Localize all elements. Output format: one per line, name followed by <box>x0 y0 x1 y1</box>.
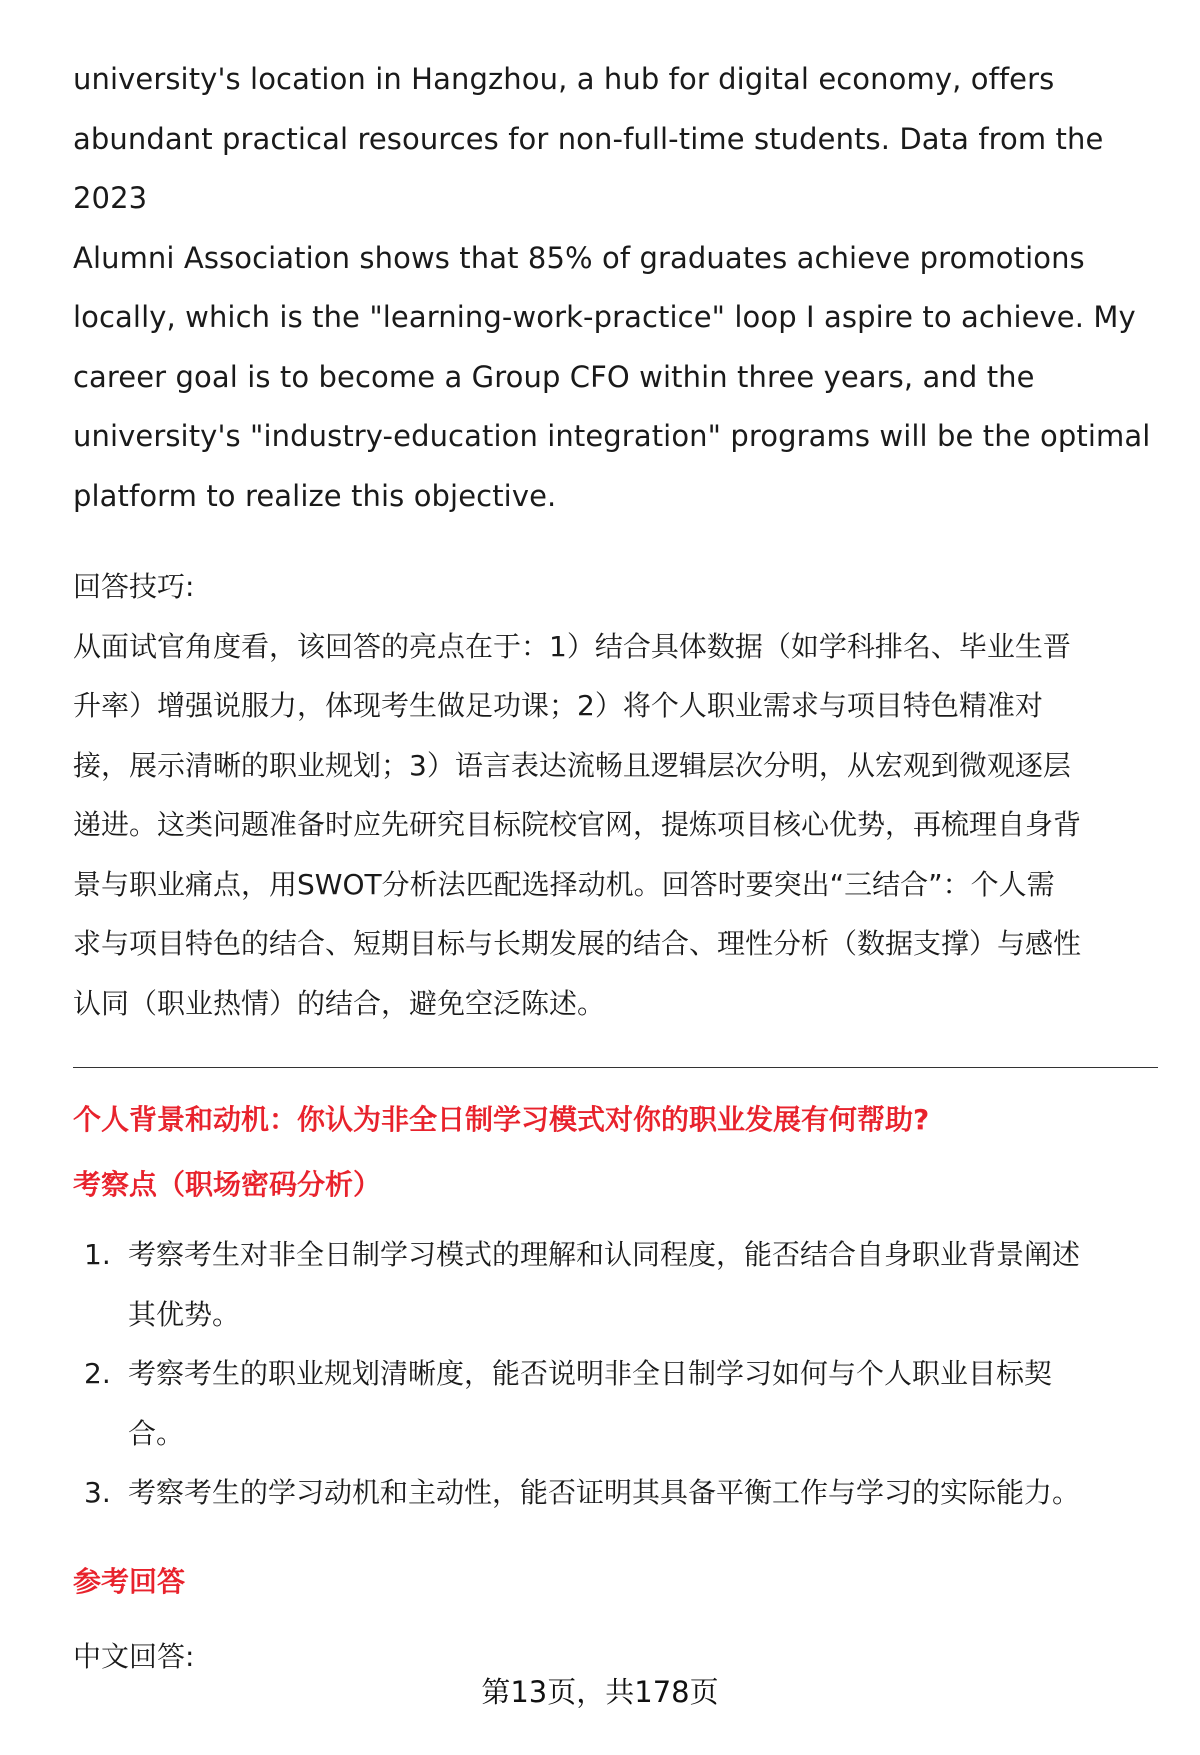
tips-label: 回答技巧: <box>73 570 195 603</box>
tips-line: 认同（职业热情）的结合，避免空泛陈述。 <box>73 986 606 1020</box>
list-item <box>73 1225 1158 1344</box>
tips-paragraph <box>73 617 1158 1034</box>
tips-line: 接，展示清晰的职业规划；3）语言表达流畅且逻辑层次分明，从宏观到微观逐层 <box>73 748 1071 782</box>
tips-line: 升率）增强说服力，体现考生做足功课；2）将个人职业需求与项目特色精准对 <box>73 689 1043 722</box>
assessment-heading: 考察点（职场密码分析） <box>73 1168 382 1201</box>
tips-line: 从面试官角度看，该回答的亮点在于：1）结合具体数据（如学科排名、毕业生晋 <box>73 629 1071 663</box>
list-item-number: 1. <box>84 1238 111 1271</box>
list-item-line: 考察考生的学习动机和主动性，能否证明其具备平衡工作与学习的实际能力。 <box>128 1476 1081 1509</box>
tips-line: 景与职业痛点，用SWOT分析法匹配选择动机。回答时要突出“三结合”：个人需 <box>73 867 1055 901</box>
list-item-line: 考察考生的职业规划清晰度，能否说明非全日制学习如何与个人职业目标契 <box>128 1357 1053 1390</box>
tips-line: 递进。这类问题准备时应先研究目标院校官网，提炼项目核心优势，再梳理自身背 <box>73 808 1082 841</box>
list-item-number: 3. <box>84 1476 111 1509</box>
question-title: 个人背景和动机：你认为非全日制学习模式对你的职业发展有何帮助? <box>73 1103 930 1136</box>
assessment-points-list <box>73 1225 1158 1523</box>
section-divider <box>73 1067 1158 1068</box>
intro-line: abundant practical resources for non-full-time students. Data from the 2023 <box>73 121 1104 215</box>
intro-line: platform to realize this objective. <box>73 478 557 513</box>
list-item-line: 合。 <box>128 1416 185 1450</box>
intro-line: career goal is to become a Group CFO within three years, and the <box>73 359 1035 394</box>
page-number-footer: 第13页，共178页 <box>481 1675 719 1709</box>
document-page <box>73 50 1158 1686</box>
reference-answer-heading: 参考回答 <box>73 1564 186 1598</box>
intro-paragraph <box>73 50 1158 526</box>
intro-line: Alumni Association shows that 85% of graduates achieve promotions <box>73 240 1085 275</box>
chinese-answer-label: 中文回答: <box>73 1639 195 1673</box>
list-item-number: 2. <box>84 1357 111 1390</box>
list-item <box>73 1344 1158 1463</box>
list-item <box>73 1463 1158 1523</box>
tips-line: 求与项目特色的结合、短期目标与长期发展的结合、理性分析（数据支撑）与感性 <box>73 927 1082 960</box>
intro-line: university's location in Hangzhou, a hub for digital economy, offers <box>73 62 1055 96</box>
list-item-line: 其优势。 <box>128 1297 241 1331</box>
intro-line: locally, which is the "learning-work-practice" loop I aspire to achieve. My <box>73 300 1136 334</box>
list-item-line: 考察考生对非全日制学习模式的理解和认同程度，能否结合自身职业背景阐述 <box>128 1238 1081 1271</box>
intro-line: university's "industry-education integration" programs will be the optimal <box>73 419 1151 453</box>
